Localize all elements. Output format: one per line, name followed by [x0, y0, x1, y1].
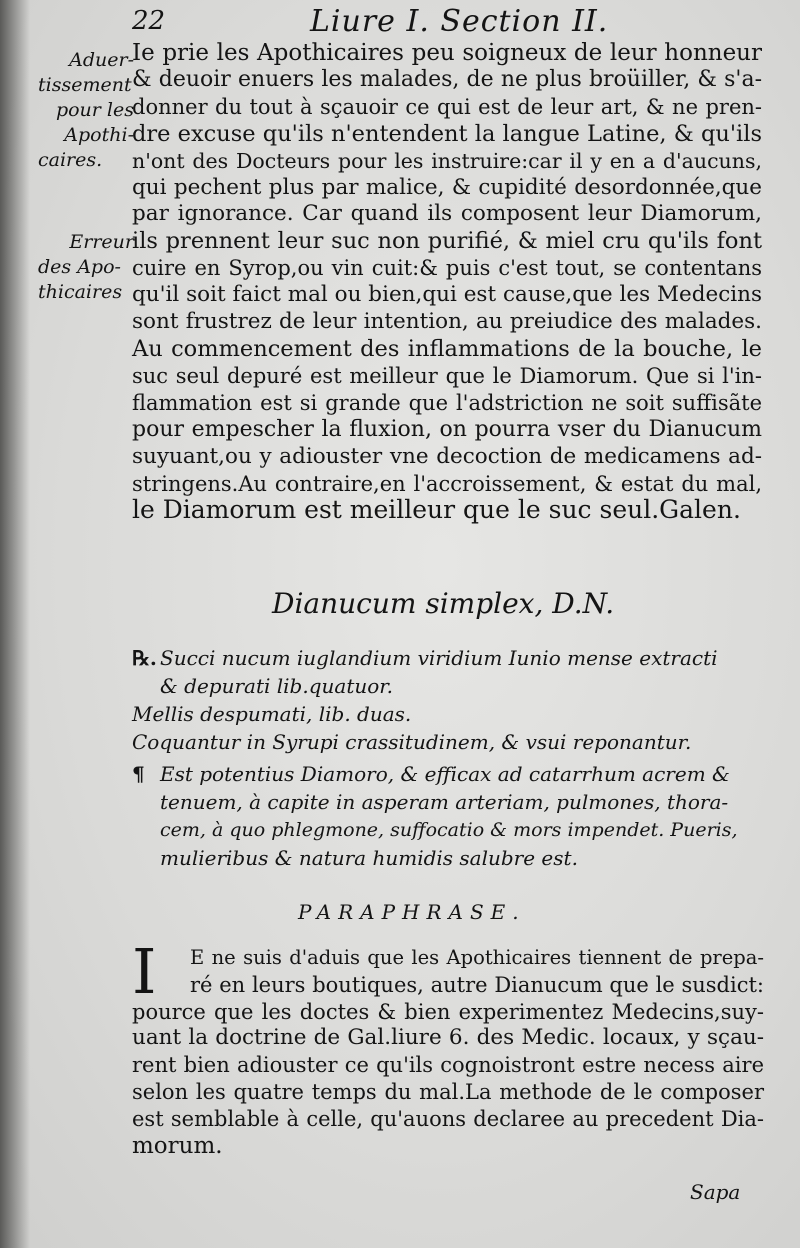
text-line: sont frustrez de leur intention, au preiudice des malades.	[132, 309, 762, 335]
text-line: cuire en Syrop,ou vin cuit:& puis c'est tout, se contentans	[132, 256, 762, 281]
margin-note-line: thicaires	[38, 281, 123, 303]
note-line: mulieribus & natura humidis salubre est.	[160, 846, 578, 870]
paraphrase-paragraph	[132, 945, 764, 1159]
margin-note-line: Aduer-	[69, 49, 134, 71]
catchword: Sapa	[690, 1180, 741, 1204]
text-line: qu'il soit faict mal ou bien,qui est cause,que les Medecins	[132, 282, 762, 308]
drop-cap: I	[132, 935, 157, 1008]
page-header	[0, 4, 800, 40]
text-line: suc seul depuré est meilleur que le Diamorum. Que si l'in-	[132, 363, 762, 388]
pilcrow-icon: ¶	[132, 762, 145, 786]
text-line: & deuoir enuers les malades, de ne plus broüiller, & s'a-	[132, 66, 762, 92]
note-line	[132, 760, 752, 788]
note-line: tenuem, à capite in asperam arteriam, pulmones, thora-	[160, 790, 729, 814]
text-line: n'ont des Docteurs pour les instruire:car il y en a d'aucuns,	[132, 148, 762, 173]
margin-note-line: pour les	[55, 99, 134, 121]
margin-note-line: Erreur	[69, 231, 134, 253]
text-line: ils prennent leur suc non purifié, & miel cru qu'ils font	[132, 228, 762, 255]
text-line: par ignorance. Car quand ils composent leur Diamorum,	[132, 201, 762, 227]
text-line: flammation est si grande que l'adstriction ne soit suffisãte	[132, 390, 762, 415]
text-line: suyuant,ou y adiouster vne decoction de medicamens ad-	[132, 443, 762, 469]
section-heading: PARAPHRASE.	[298, 900, 526, 924]
text-line: selon les quatre temps du mal.La methode de le composer	[132, 1079, 764, 1104]
text-line: dre excuse qu'ils n'entendent la langue Latine, & qu'ils	[132, 120, 762, 147]
text-line: donner du tout à sçauoir ce qui est de leur art, & ne pren-	[132, 94, 762, 119]
recipe-line	[132, 644, 752, 672]
margin-note-line: des Apo-	[38, 256, 121, 278]
text-line: Ie prie les Apothicaires peu soigneux de leur honneur	[132, 40, 762, 66]
note-text: Est potentius Diamoro, & efficax ad catarrhum acrem &	[160, 762, 730, 786]
recipe-line: Mellis despumati, lib. duas.	[132, 702, 412, 726]
text-line: Au commencement des inflammations de la bouche, le	[132, 335, 762, 362]
text-line: le Diamorum est meilleur que le suc seul.Galen.	[132, 495, 741, 525]
recipe-note	[132, 760, 752, 872]
recipe-ingredients	[132, 644, 752, 756]
text-line: stringens.Au contraire,en l'accroissement, & estat du mal,	[132, 471, 762, 496]
text-line: qui pechent plus par malice, & cupidité desordonnée,que	[132, 174, 762, 200]
text-line: ré en leurs boutiques, autre Dianucum que le susdict:	[190, 972, 764, 997]
note-line: cem, à quo phlegmone, suffocatio & mors impendet. Pueris,	[160, 819, 738, 841]
text-line: uant la doctrine de Gal.liure 6. des Medic. locaux, y sçau-	[132, 1025, 764, 1051]
text-line: est semblable à celle, qu'auons declaree au precedent Dia-	[132, 1106, 764, 1131]
margin-note-advertissement	[38, 48, 134, 173]
margin-note-line: tissement	[38, 74, 132, 96]
recipe-line: Coquantur in Syrupi crassitudinem, & vsui reponantur.	[132, 730, 692, 754]
margin-note-line: Apothi-	[64, 124, 134, 146]
text-line: rent bien adiouster ce qu'ils cognoistront estre necess aire	[132, 1053, 764, 1078]
text-line: E ne suis d'aduis que les Apothicaires tiennent de prepa-	[190, 946, 764, 969]
text-line: morum.	[132, 1132, 223, 1159]
page-number: 22	[132, 6, 166, 36]
recipe-title: Dianucum simplex, D.N.	[272, 587, 615, 620]
text-line: pour empescher la fluxion, on pourra vser du Dianucum	[132, 416, 762, 442]
text-line: pource que les doctes & bien experimentez Medecins,suy-	[132, 999, 764, 1024]
main-paragraph	[132, 40, 762, 524]
margin-note-line: caires.	[38, 149, 103, 171]
binding-shadow	[0, 0, 30, 1248]
running-title: Liure I. Section II.	[310, 4, 609, 39]
recipe-text: Succi nucum iuglandium viridium Iunio mense extracti	[160, 646, 718, 670]
recipe-symbol-icon: ℞.	[132, 646, 157, 670]
recipe-line: & depurati lib.quatuor.	[160, 674, 393, 698]
margin-note-erreur	[38, 230, 134, 305]
